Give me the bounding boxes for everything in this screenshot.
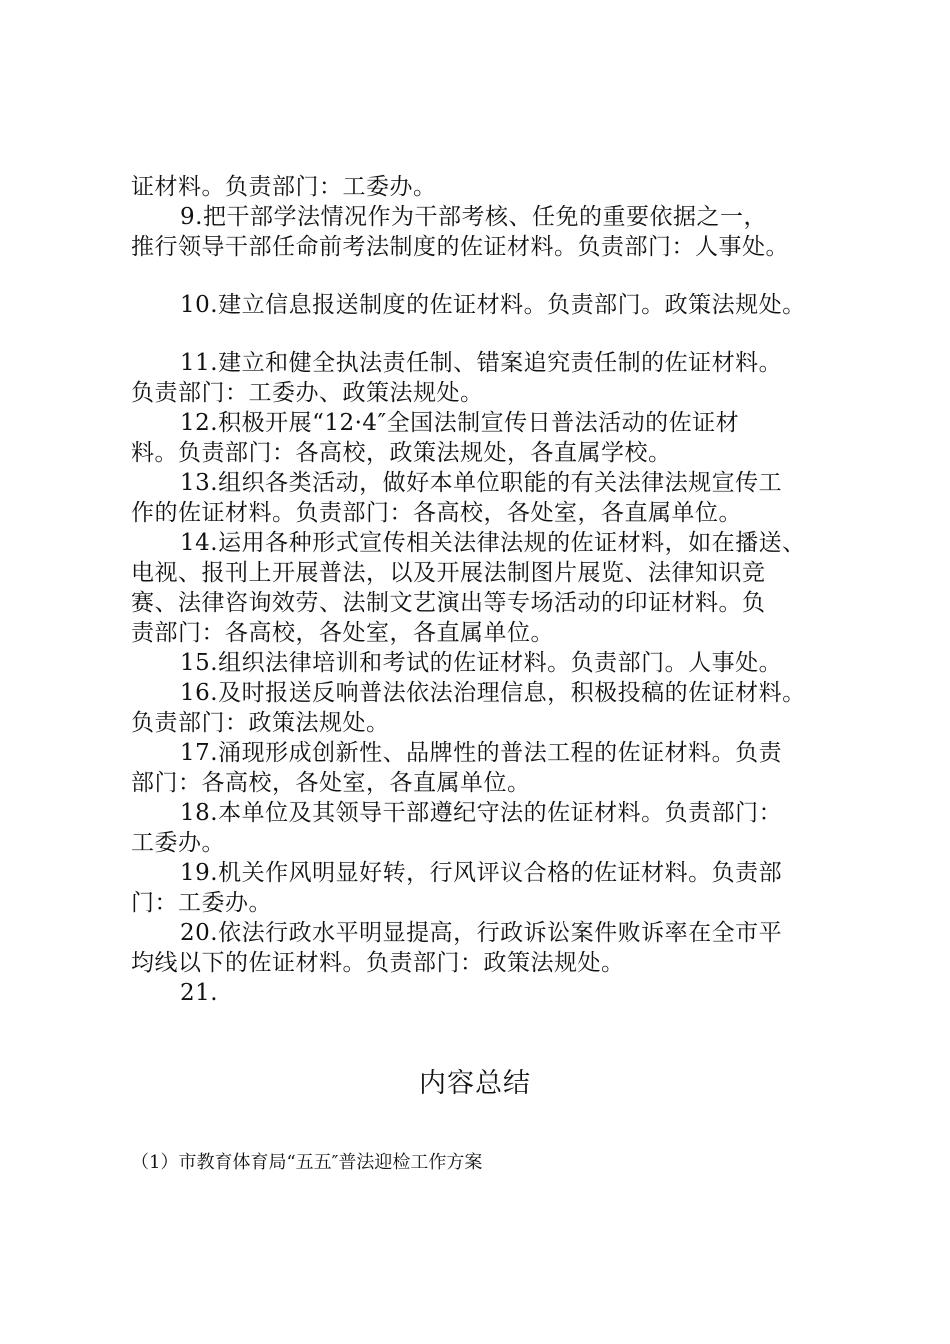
text-line: 部门：各高校，各处室，各直属单位。 [131, 770, 531, 796]
text-line: 料。负责部门：各高校，政策法规处，各直属学校。 [131, 440, 672, 466]
text-line: 负责部门：工委办、政策法规处。 [131, 380, 484, 406]
text-line: 赛、法律咨询效劳、法制文艺演出等专场活动的印证材料。负 [131, 590, 766, 616]
list-item-12: 12.积极开展“12·4″全国法制宣传日普法活动的佐证材 [180, 410, 740, 436]
list-item-9: 9.把干部学法情况作为干部考核、任免的重要依据之一， [180, 204, 767, 230]
text-line: 推行领导干部任命前考法制度的佐证材料。负责部门：人事处。 [131, 234, 789, 260]
text-line: 负责部门：政策法规处。 [131, 710, 390, 736]
list-item-20: 20.依法行政水平明显提高，行政诉讼案件败诉率在全市平 [180, 920, 783, 946]
list-item-10: 10.建立信息报送制度的佐证材料。负责部门。政策法规处。 [180, 292, 806, 318]
paragraph-gap [131, 320, 851, 348]
list-item-15: 15.组织法律培训和考试的佐证材料。负责部门。人事处。 [180, 650, 783, 676]
list-item-13: 13.组织各类活动，做好本单位职能的有关法律法规宣传工 [180, 470, 783, 496]
list-item-11: 11.建立和健全执法责任制、错案追究责任制的佐证材料。 [180, 350, 783, 376]
summary-title: 内容总结 [419, 1068, 531, 1099]
list-item-17: 17.涌现形成创新性、品牌性的普法工程的佐证材料。负责 [180, 740, 783, 766]
summary-item: （1）市教育体育局“五五″普法迎检工作方案 [131, 1152, 483, 1173]
text-line: 门：工委办。 [131, 890, 272, 916]
list-item-16: 16.及时报送反响普法依法治理信息，积极投稿的佐证材料。 [180, 680, 806, 706]
list-item-19: 19.机关作风明显好转，行风评议合格的佐证材料。负责部 [180, 860, 783, 886]
text-line: 作的佐证材料。负责部门：各高校，各处室，各直属单位。 [131, 500, 742, 526]
document-body [131, 172, 851, 1008]
text-line: 证材料。负责部门：工委办。 [131, 174, 437, 200]
list-item-21: 21. [180, 980, 219, 1006]
text-line: 电视、报刊上开展普法，以及开展法制图片展览、法律知识竞 [131, 560, 766, 586]
list-item-14: 14.运用各种形式宣传相关法律法规的佐证材料，如在播送、 [180, 530, 806, 556]
text-line: 均线以下的佐证材料。负责部门：政策法规处。 [131, 950, 625, 976]
list-item-18: 18.本单位及其领导干部遵纪守法的佐证材料。负责部门： [180, 800, 783, 826]
text-line: 工委办。 [131, 830, 225, 856]
paragraph-gap [131, 262, 851, 290]
text-line: 责部门：各高校，各处室，各直属单位。 [131, 620, 554, 646]
